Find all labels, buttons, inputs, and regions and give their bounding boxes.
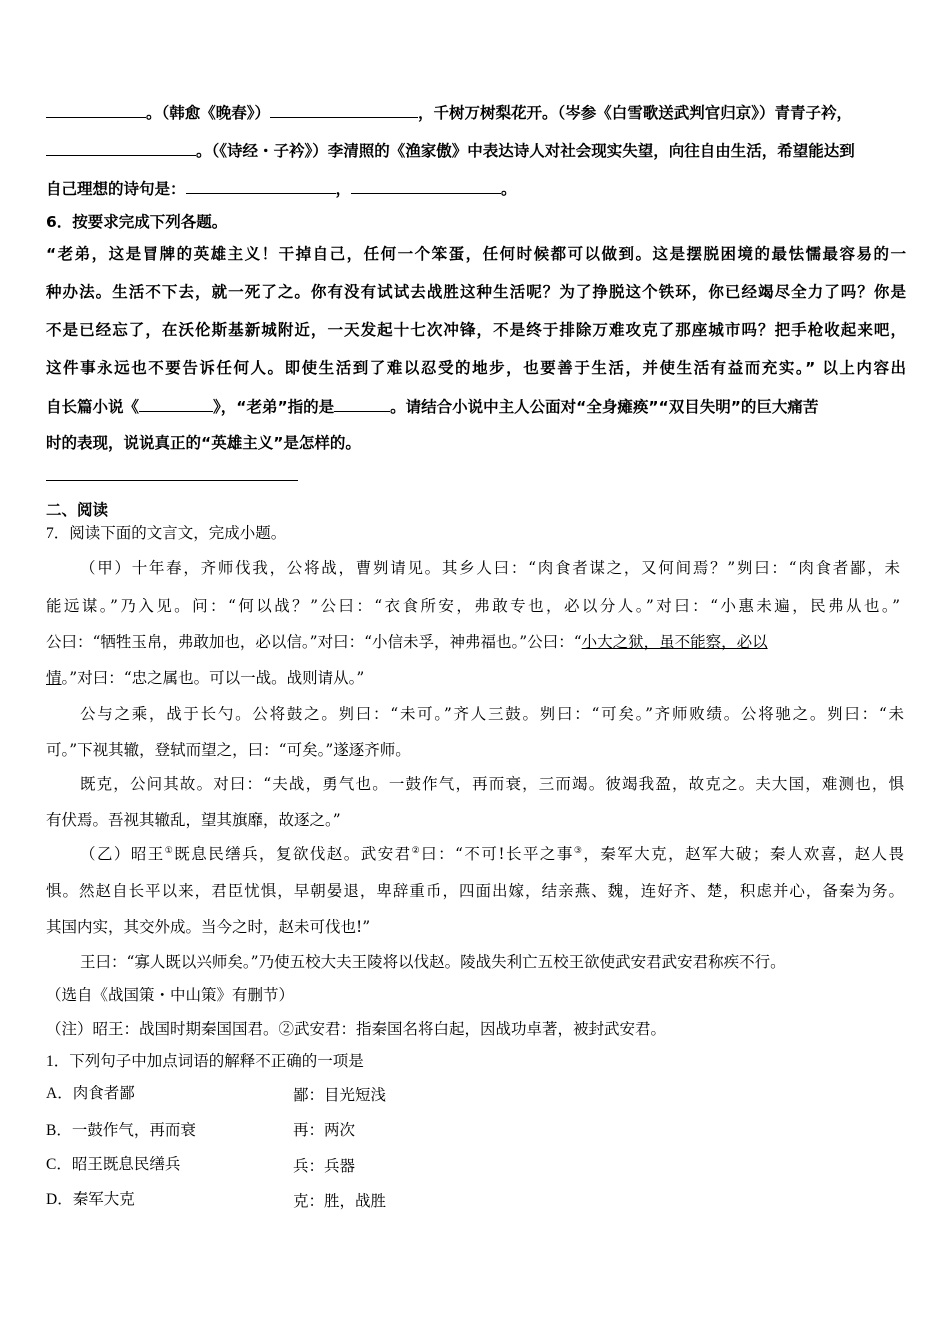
q5-line-3: 自己理想的诗句是： ， 。 [46, 177, 906, 200]
option-c-gloss: 兵：兵器 [293, 1158, 356, 1175]
q6-title: 6．按要求完成下列各题。 [46, 213, 228, 231]
answer-blank[interactable] [46, 101, 146, 118]
underlined-sentence: 情 [46, 669, 62, 687]
footnote-marker: ① [164, 846, 175, 856]
option-b-gloss: 再：两次 [293, 1122, 356, 1139]
option-c[interactable]: C．昭王既息民缮兵 [46, 1156, 181, 1173]
passage-b-line: （乙）昭王①既息民缮兵，复欲伐赵。武安君②曰：“不可!长平之事③，秦军大克，赵军大破；秦人欢喜，赵人畏 [80, 845, 904, 863]
passage-a-line: （甲）十年春，齐师伐我，公将战，曹刿请见。其乡人曰：“肉食者谋之，又何间焉？”刿曰：“肉食者鄙，未 [80, 559, 900, 577]
option-a[interactable]: A．肉食者鄙 [46, 1085, 135, 1102]
q6-paragraph-line: 不是已经忘了，在沃伦斯基新城附近，一天发起十七次冲锋，不是终于排除万难攻克了那座城市吗？把手枪收起来吧， [46, 321, 906, 339]
answer-line[interactable] [46, 480, 298, 481]
passage-b-line: 王曰：“寡人既以兴师矣。”乃使五校大夫王陵将以伐赵。陵战失利亡五校王欲使武安君武安君称疾不行。 [80, 953, 786, 971]
option-d-gloss: 克：胜，战胜 [293, 1193, 387, 1210]
q6-paragraph-line: 这件事永远也不要告诉任何人。即使生活到了难以忍受的地步，也要善于生活，并使生活有益而充实。” 以上内容出 [46, 359, 906, 377]
answer-blank[interactable] [139, 395, 213, 412]
sub-question-1: 1．下列句子中加点词语的解释不正确的一项是 [46, 1053, 364, 1070]
q6-paragraph-line: 种办法。生活不下去，就一死了之。你有没有试试去战胜这种生活呢？为了挣脱这个铁环，你已经竭尽全力了吗？你是 [46, 283, 906, 301]
section-heading: 二、阅读 [46, 501, 109, 519]
underlined-sentence: 小大之狱，虽不能察，必以 [581, 633, 768, 651]
q6-paragraph-line: 自长篇小说《 》，“老弟”指的是 。请结合小说中主人公面对“全身瘫痪”“双目失明”的巨大痛苦 [46, 395, 906, 418]
passage-note: （注）昭王：战国时期秦国国君。②武安君：指秦国名将白起，因战功卓著，被封武安君。 [46, 1021, 667, 1038]
passage-a-line: 情。”对曰：“忠之属也。可以一战。战则请从。” [46, 669, 365, 687]
q6-paragraph-line: 时的表现，说说真正的“英雄主义”是怎样的。 [46, 434, 361, 452]
q6-paragraph-line: “老弟，这是冒牌的英雄主义！干掉自己，任何一个笨蛋，任何时候都可以做到。这是摆脱困境的最怯懦最容易的一 [46, 245, 906, 263]
passage-a-line: 能远谋。”乃入见。问：“何以战？”公曰：“衣食所安，弗敢专也，必以分人。”对曰：“小惠未遍，民弗从也。” [46, 597, 900, 615]
answer-blank[interactable] [334, 395, 390, 412]
q5-line-1: 。（韩愈《晚春》） ，千树万树梨花开。（岑参《白雪歌送武判官归京》）青青子衿， [46, 101, 906, 124]
passage-a-line: 既克，公问其故。对曰：“夫战，勇气也。一鼓作气，再而衰，三而竭。彼竭我盈，故克之。夫大国，难测也，惧 [80, 775, 904, 793]
footnote-marker: ③ [573, 846, 584, 856]
footnote-marker: ② [411, 846, 422, 856]
passage-a-line: 公与之乘，战于长勺。公将鼓之。刿曰：“未可。”齐人三鼓。刿曰：“可矣。”齐师败绩。公将驰之。刿曰：“未 [80, 705, 904, 723]
q5-line-2: 。（《诗经・子衿》）李清照的《渔家傲》中表达诗人对社会现实失望，向往自由生活，希望能达到 [46, 139, 906, 162]
passage-a-line: 公曰：“牺牲玉帛，弗敢加也，必以信。”对曰：“小信未孚，神弗福也。”公曰：“小大之狱，虽不能察，必以 [46, 633, 768, 651]
option-a-gloss: 鄙：目光短浅 [293, 1087, 387, 1104]
answer-blank[interactable] [186, 177, 336, 194]
answer-blank[interactable] [270, 101, 418, 118]
option-d[interactable]: D．秦军大克 [46, 1191, 135, 1208]
passage-b-line: 其国内实，其交外成。当今之时，赵未可伐也!” [46, 918, 371, 936]
q7-title: 7．阅读下面的文言文，完成小题。 [46, 525, 287, 542]
passage-a-line: 有伏焉。吾视其辙乱，望其旗靡，故逐之。” [46, 811, 341, 829]
answer-blank[interactable] [46, 139, 196, 156]
passage-source: （选自《战国策・中山策》有删节） [46, 987, 295, 1004]
answer-blank[interactable] [351, 177, 501, 194]
passage-b-line: 惧。然赵自长平以来，君臣忧惧，早朝晏退，卑辞重币，四面出嫁，结亲燕、魏，连好齐、楚，积虑并心，备秦为务。 [46, 882, 904, 900]
passage-a-line: 可。”下视其辙，登轼而望之，曰：“可矣。”遂逐齐师。 [46, 741, 411, 759]
option-b[interactable]: B．一鼓作气，再而衰 [46, 1122, 196, 1139]
